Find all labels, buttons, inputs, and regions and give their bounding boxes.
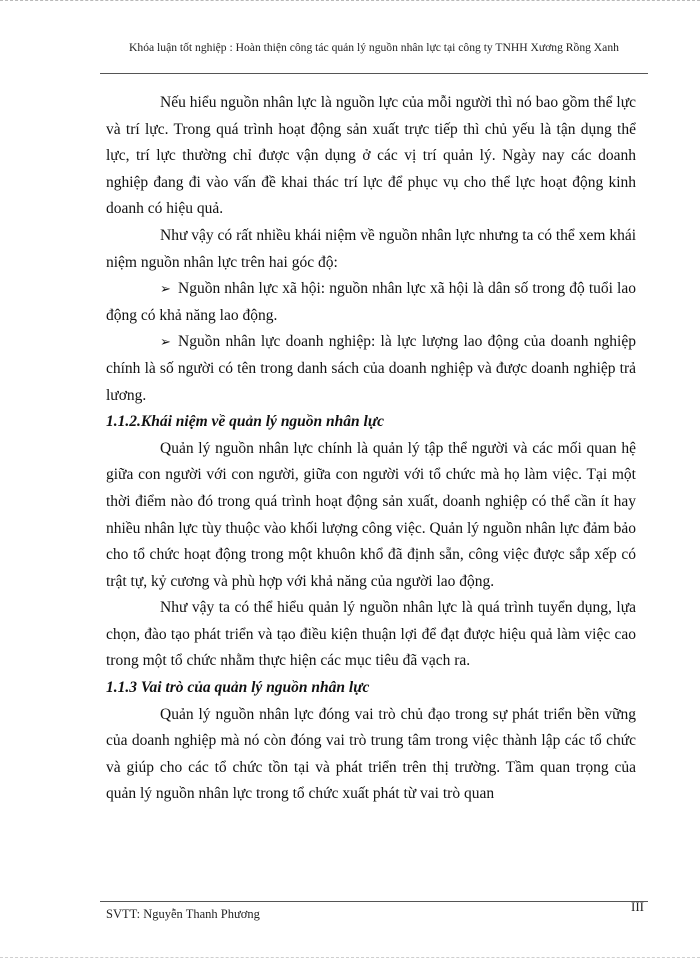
footer-divider [100,901,648,902]
bullet-item-1 [106,276,636,329]
page-number: III [631,899,644,914]
bullet-item-2-text: Nguồn nhân lực doanh nghiệp: là lực lượng lao động của doanh nghiệp chính là số người có tên trong danh sách của doanh nghiệp và được doanh nghiệp trả lương. [106,333,636,404]
paragraph-5: Quản lý nguồn nhân lực đóng vai trò chủ đạo trong sự phát triển bền vững của doanh nghiệp mà nó còn đóng vai trò trung tâm trong việc thành lập các tổ chức và giúp cho các tổ chức tồn tại và phát triển trên thị trường. Tầm quan trọng của quản lý nguồn nhân lực trong tổ chức xuất phát từ vai trò quan [106,705,636,803]
header-divider [100,73,648,74]
paragraph-1: Nếu hiểu nguồn nhân lực là nguồn lực của mỗi người thì nó bao gồm thể lực và trí lực. Trong quá trình hoạt động sản xuất trực tiếp thì chủ yếu là tận dụng thể lực, trí lực thường chỉ được vận dụng ở các vị trí quản lý. Ngày nay các doanh nghiệp đang đi vào vấn đề khai thác trí lực để phục vụ cho thể lực hoạt động kinh doanh có hiệu quả. [106,94,636,218]
section-heading-1-1-2: 1.1.2.Khái niệm về quản lý nguồn nhân lực [106,413,385,431]
paragraph-4: Như vậy ta có thể hiểu quản lý nguồn nhân lực là quá trình tuyển dụng, lựa chọn, đào tạo phát triển và tạo điều kiện thuận lợi để đạt được hiệu quả làm việc cao trong một tổ chức nhằm thực hiện các mục tiêu đã vạch ra. [106,599,636,670]
arrow-bullet-icon: ➢ [160,281,171,297]
arrow-bullet-icon: ➢ [160,334,171,350]
bullet-item-1-text: Nguồn nhân lực xã hội: nguồn nhân lực xã hội là dân số trong độ tuổi lao động có khả năng lao động. [106,280,636,324]
page-body [106,90,636,808]
page-break-line [0,957,700,958]
running-header: Khóa luận tốt nghiệp : Hoàn thiện công tác quản lý nguồn nhân lực tại công ty TNHH Xương Rồng Xanh [129,41,619,54]
paragraph-2: Như vậy có rất nhiều khái niệm về nguồn nhân lực nhưng ta có thể xem khái niệm nguồn nhân lực trên hai góc độ: [106,226,636,271]
bullet-item-2 [106,329,636,409]
paragraph-3: Quản lý nguồn nhân lực chính là quản lý tập thể người và các mối quan hệ giữa con người với con người, giữa con người với tổ chức mà họ làm việc. Tại một thời điểm nào đó trong quá trình hoạt động sản xuất, doanh nghiệp có thể cần ít hay nhiều nhân lực tùy thuộc vào khối lượng công việc. Quản lý nguồn nhân lực đảm bảo cho tổ chức hoạt động trong một khuôn khổ đã định sẵn, công việc được sắp xếp có trật tự, kỷ cương và phù hợp với khả năng của người lao động. [106,439,636,590]
footer-author: SVTT: Nguyễn Thanh Phương [106,907,260,921]
section-heading-1-1-3: 1.1.3 Vai trò của quản lý nguồn nhân lực [106,679,370,697]
